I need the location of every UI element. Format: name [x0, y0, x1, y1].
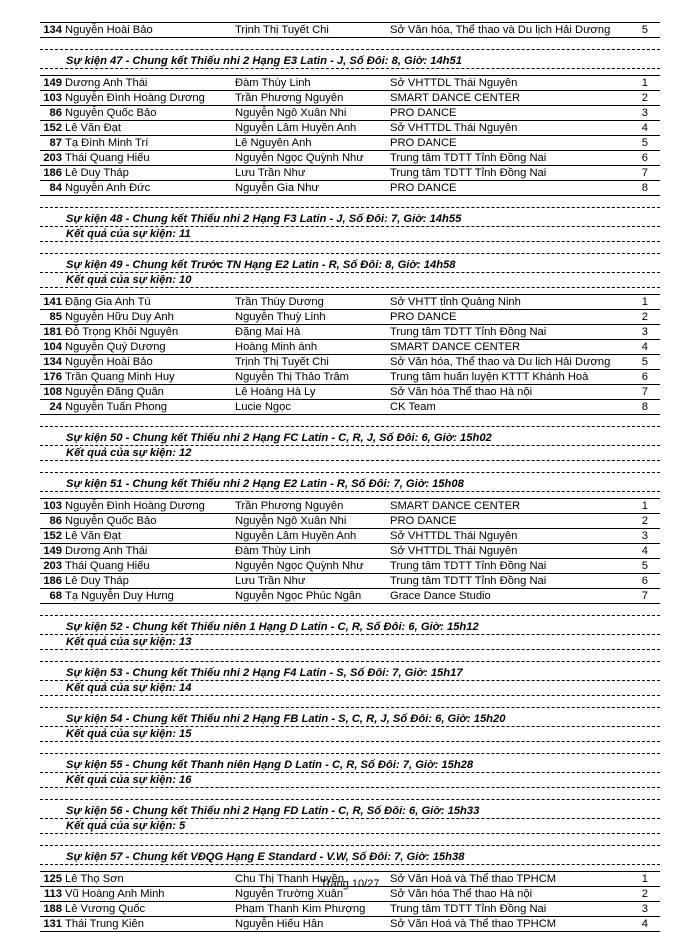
placement: 7: [641, 590, 648, 602]
leader-name: Lê Thọ Sơn: [65, 873, 124, 885]
table-row: [40, 91, 660, 106]
table-row: [40, 559, 660, 574]
placement: 3: [641, 107, 648, 119]
partner-name: Lưu Trần Như: [235, 575, 306, 587]
competitor-number: 149: [43, 545, 62, 557]
leader-name: Nguyễn Quốc Bảo: [65, 107, 157, 119]
event-section: [40, 796, 660, 834]
event-result-ref: Kết quả của sự kiện: 16: [40, 773, 660, 788]
event-section: [40, 704, 660, 742]
placement: 1: [641, 296, 648, 308]
table-row: [40, 106, 660, 121]
partner-name: Nguyễn Thuỳ Linh: [235, 311, 326, 323]
club-name: Sở Văn hóa, Thể thao và Du lịch Hải Dương: [390, 24, 611, 36]
dashed-divider: [40, 204, 660, 208]
event-result-ref: Kết quả của sự kiện: 15: [40, 727, 660, 742]
table-row: [40, 294, 660, 310]
partner-name: Nguyễn Trường Xuân: [235, 888, 344, 900]
leader-name: Nguyễn Tuấn Phong: [65, 401, 168, 413]
partner-name: Chu Thị Thanh Huyền: [235, 873, 345, 885]
placement: 2: [641, 92, 648, 104]
event-result-ref: Kết quả của sự kiện: 12: [40, 446, 660, 461]
partner-name: Trần Phương Nguyên: [235, 92, 344, 104]
event-result-ref: Kết quả của sự kiện: 11: [40, 227, 660, 242]
dashed-divider: [40, 46, 660, 50]
event-list: [40, 46, 660, 932]
leader-name: Thái Trung Kiên: [65, 918, 144, 930]
competitor-number: 86: [49, 515, 62, 527]
dashed-divider: [40, 704, 660, 708]
partner-name: Trịnh Thị Tuyết Chi: [235, 356, 329, 368]
competitor-number: 134: [43, 24, 62, 36]
club-name: Sở VHTTDL Thái Nguyên: [390, 122, 518, 134]
table-row: [40, 400, 660, 415]
partner-name: Nguyễn Thị Thảo Trâm: [235, 371, 350, 383]
event-result-ref: Kết quả của sự kiện: 10: [40, 273, 660, 288]
leader-name: Nguyễn Hữu Duy Anh: [65, 311, 174, 323]
event-section: [40, 423, 660, 461]
placement: 1: [641, 77, 648, 89]
club-name: Sở Văn hóa, Thể thao và Du lịch Hải Dương: [390, 356, 611, 368]
club-name: Sở Văn Hoá và Thể thao TPHCM: [390, 918, 557, 930]
placement: 4: [641, 122, 648, 134]
leader-name: Lê Văn Đạt: [65, 530, 121, 542]
dashed-divider: [40, 469, 660, 473]
leader-name: Lê Văn Đạt: [65, 122, 121, 134]
partner-name: Nguyễn Ngọc Phúc Ngân: [235, 590, 362, 602]
partner-name: Đàm Thùy Linh: [235, 545, 311, 557]
dashed-divider: [40, 612, 660, 616]
club-name: PRO DANCE: [390, 515, 457, 527]
table-row: [40, 529, 660, 544]
leader-name: Trần Quang Minh Huy: [65, 371, 175, 383]
competitor-number: 188: [43, 903, 62, 915]
leader-name: Đỗ Trọng Khôi Nguyên: [65, 326, 179, 338]
club-name: Sở Văn hóa Thể thao Hà nội: [390, 888, 533, 900]
event-section: [40, 750, 660, 788]
club-name: Sở Văn hóa Thể thao Hà nội: [390, 386, 533, 398]
placement: 5: [641, 137, 648, 149]
placement: 6: [641, 575, 648, 587]
partner-name: Trần Thùy Dương: [235, 296, 324, 308]
event-result-ref: Kết quả của sự kiện: 5: [40, 819, 660, 834]
partner-name: Trịnh Thị Tuyết Chi: [235, 24, 329, 36]
competitor-number: 181: [43, 326, 62, 338]
club-name: PRO DANCE: [390, 182, 457, 194]
results-document: [40, 22, 660, 932]
event-title: Sự kiện 47 - Chung kết Thiếu nhi 2 Hạng E3 Latin - J, Số Đôi: 8, Giờ: 14h51: [40, 54, 660, 69]
club-name: Trung tâm TDTT Tỉnh Đồng Nai: [390, 903, 547, 915]
club-name: PRO DANCE: [390, 107, 457, 119]
placement: 6: [641, 371, 648, 383]
club-name: Sở VHTTDL Thái Nguyên: [390, 530, 518, 542]
table-row: [40, 340, 660, 355]
placement: 8: [641, 182, 648, 194]
club-name: Sở VHTTDL Thái Nguyên: [390, 545, 518, 557]
competitor-number: 125: [43, 873, 62, 885]
competitor-number: 68: [49, 590, 62, 602]
placement: 4: [641, 545, 648, 557]
competitor-number: 84: [49, 182, 62, 194]
table-row: [40, 325, 660, 340]
dashed-divider: [40, 842, 660, 846]
placement: 5: [641, 24, 648, 36]
club-name: CK Team: [390, 401, 436, 413]
placement: 1: [641, 873, 648, 885]
club-name: Sở VHTTDL Thái Nguyên: [390, 77, 518, 89]
leader-name: Lê Vương Quốc: [65, 903, 146, 915]
event-title: Sự kiện 54 - Chung kết Thiếu nhi 2 Hạng FB Latin - S, C, R, J, Số Đôi: 6, Giờ: 15h20: [40, 712, 660, 727]
club-name: Trung tâm TDTT Tỉnh Đồng Nai: [390, 560, 547, 572]
partner-name: Hoàng Minh ánh: [235, 341, 318, 353]
club-name: Grace Dance Studio: [390, 590, 491, 602]
partner-name: Lucie Ngọc: [235, 401, 291, 413]
leader-name: Vũ Hoàng Anh Minh: [65, 888, 165, 900]
leader-name: Thái Quang Hiếu: [65, 560, 150, 572]
club-name: Trung tâm huấn luyện KTTT Khánh Hoà: [390, 371, 589, 383]
club-name: SMART DANCE CENTER: [390, 341, 521, 353]
table-row: [40, 498, 660, 514]
leader-name: Tạ Đình Minh Trí: [65, 137, 149, 149]
partner-name: Nguyễn Lâm Huyền Anh: [235, 530, 357, 542]
competitor-number: 149: [43, 77, 62, 89]
event-title: Sự kiện 53 - Chung kết Thiếu nhi 2 Hạng F4 Latin - S, Số Đôi: 7, Giờ: 15h17: [40, 666, 660, 681]
partner-name: Nguyễn Hiếu Hân: [235, 918, 324, 930]
leader-name: Nguyễn Hoài Bảo: [65, 24, 153, 36]
event-title: Sự kiện 52 - Chung kết Thiếu niên 1 Hạng D Latin - C, R, Số Đôi: 6, Giờ: 15h12: [40, 620, 660, 635]
table-row: [40, 75, 660, 91]
page-number: Trang 10/27: [320, 878, 380, 890]
competitor-number: 186: [43, 575, 62, 587]
leader-name: Nguyễn Quốc Bảo: [65, 515, 157, 527]
club-name: Sở VHTT tỉnh Quảng Ninh: [390, 296, 521, 308]
competitor-number: 87: [49, 137, 62, 149]
competitor-number: 85: [49, 311, 62, 323]
competitor-number: 152: [43, 122, 62, 134]
event-section: [40, 46, 660, 196]
dashed-divider: [40, 750, 660, 754]
dashed-divider: [40, 250, 660, 254]
event-section: [40, 204, 660, 242]
leader-name: Nguyễn Quý Dương: [65, 341, 166, 353]
club-name: Trung tâm TDTT Tỉnh Đồng Nai: [390, 575, 547, 587]
club-name: Trung tâm TDTT Tỉnh Đồng Nai: [390, 152, 547, 164]
event-section: [40, 612, 660, 650]
placement: 5: [641, 356, 648, 368]
partner-name: Nguyễn Ngô Xuân Nhi: [235, 107, 347, 119]
placement: 2: [641, 515, 648, 527]
competitor-number: 104: [43, 341, 62, 353]
competitor-number: 103: [43, 92, 62, 104]
competitor-number: 186: [43, 167, 62, 179]
placement: 8: [641, 401, 648, 413]
event-title: Sự kiện 48 - Chung kết Thiếu nhi 2 Hạng F3 Latin - J, Số Đôi: 7, Giờ: 14h55: [40, 212, 660, 227]
competitor-number: 103: [43, 500, 62, 512]
event-section: [40, 250, 660, 415]
partner-name: Nguyễn Ngọc Quỳnh Như: [235, 560, 364, 572]
event-section: [40, 658, 660, 696]
leader-name: Dương Anh Thái: [65, 77, 148, 89]
event-title: Sự kiện 51 - Chung kết Thiếu nhi 2 Hạng E2 Latin - R, Số Đôi: 7, Giờ: 15h08: [40, 477, 660, 492]
partner-name: Trần Phương Nguyên: [235, 500, 344, 512]
placement: 5: [641, 560, 648, 572]
table-row: [40, 385, 660, 400]
event-title: Sự kiện 57 - Chung kết VĐQG Hạng E Standard - V.W, Số Đôi: 7, Giờ: 15h38: [40, 850, 660, 865]
leader-name: Lê Duy Tháp: [65, 575, 129, 587]
event-title: Sự kiện 55 - Chung kết Thanh niên Hạng D Latin - C, R, Số Đôi: 7, Giờ: 15h28: [40, 758, 660, 773]
partner-name: Lê Nguyên Anh: [235, 137, 312, 149]
competitor-number: 134: [43, 356, 62, 368]
partner-name: Lê Hoàng Hà Ly: [235, 386, 316, 398]
table-row: [40, 544, 660, 559]
event-result-ref: Kết quả của sự kiện: 14: [40, 681, 660, 696]
placement: 3: [641, 326, 648, 338]
competitor-number: 131: [43, 918, 62, 930]
competitor-number: 152: [43, 530, 62, 542]
event-result-ref: Kết quả của sự kiện: 13: [40, 635, 660, 650]
club-name: Sở Văn Hoá và Thể thao TPHCM: [390, 873, 557, 885]
partner-name: Phạm Thanh Kim Phượng: [235, 903, 366, 915]
leader-name: Nguyễn Đình Hoàng Dương: [65, 92, 205, 104]
club-name: SMART DANCE CENTER: [390, 92, 521, 104]
club-name: PRO DANCE: [390, 137, 457, 149]
table-row: [40, 181, 660, 196]
table-row: [40, 574, 660, 589]
placement: 7: [641, 167, 648, 179]
partner-name: Nguyễn Gia Như: [235, 182, 319, 194]
dashed-divider: [40, 423, 660, 427]
leader-name: Dương Anh Thái: [65, 545, 148, 557]
placement: 4: [641, 341, 648, 353]
event-title: Sự kiện 50 - Chung kết Thiếu nhi 2 Hạng FC Latin - C, R, J, Số Đôi: 6, Giờ: 15h02: [40, 431, 660, 446]
placement: 7: [641, 386, 648, 398]
competitor-number: 176: [43, 371, 62, 383]
leader-name: Tạ Nguyễn Duy Hưng: [65, 590, 174, 602]
competitor-number: 113: [43, 888, 62, 900]
partner-name: Lưu Trần Như: [235, 167, 306, 179]
table-row: [40, 121, 660, 136]
event-title: Sự kiện 49 - Chung kết Trước TN Hạng E2 Latin - R, Số Đôi: 8, Giờ: 14h58: [40, 258, 660, 273]
competitor-number: 24: [49, 401, 62, 413]
table-row: [40, 22, 660, 38]
club-name: Trung tâm TDTT Tỉnh Đồng Nai: [390, 326, 547, 338]
event-title: Sự kiện 56 - Chung kết Thiếu nhi 2 Hạng FD Latin - C, R, Số Đôi: 6, Giờ: 15h33: [40, 804, 660, 819]
placement: 3: [641, 903, 648, 915]
table-row: [40, 589, 660, 604]
table-row: [40, 355, 660, 370]
dashed-divider: [40, 658, 660, 662]
table-row: [40, 166, 660, 181]
competitor-number: 108: [43, 386, 62, 398]
table-row: [40, 151, 660, 166]
placement: 2: [641, 888, 648, 900]
dashed-divider: [40, 796, 660, 800]
competitor-number: 141: [43, 296, 62, 308]
partner-name: Đàm Thùy Linh: [235, 77, 311, 89]
partner-name: Nguyễn Lâm Huyền Anh: [235, 122, 357, 134]
placement: 6: [641, 152, 648, 164]
club-name: PRO DANCE: [390, 311, 457, 323]
table-row: [40, 370, 660, 385]
placement: 2: [641, 311, 648, 323]
partner-name: Nguyễn Ngọc Quỳnh Như: [235, 152, 364, 164]
table-row: [40, 136, 660, 151]
leader-name: Thái Quang Hiếu: [65, 152, 150, 164]
table-row: [40, 902, 660, 917]
leader-name: Nguyễn Hoài Bảo: [65, 356, 153, 368]
competitor-number: 203: [43, 560, 62, 572]
leader-name: Nguyễn Đình Hoàng Dương: [65, 500, 205, 512]
placement: 3: [641, 530, 648, 542]
table-row: [40, 514, 660, 529]
leader-name: Nguyễn Anh Đức: [65, 182, 151, 194]
leader-name: Lê Duy Tháp: [65, 167, 129, 179]
table-row: [40, 917, 660, 932]
placement: 1: [641, 500, 648, 512]
table-row: [40, 310, 660, 325]
event-section: [40, 469, 660, 604]
competitor-number: 203: [43, 152, 62, 164]
club-name: Trung tâm TDTT Tỉnh Đồng Nai: [390, 167, 547, 179]
club-name: SMART DANCE CENTER: [390, 500, 521, 512]
placement: 4: [641, 918, 648, 930]
competitor-number: 86: [49, 107, 62, 119]
partner-name: Nguyễn Ngô Xuân Nhi: [235, 515, 347, 527]
leader-name: Đặng Gia Anh Tú: [65, 296, 151, 308]
leader-name: Nguyễn Đăng Quân: [65, 386, 164, 398]
partner-name: Đặng Mai Hà: [235, 326, 301, 338]
